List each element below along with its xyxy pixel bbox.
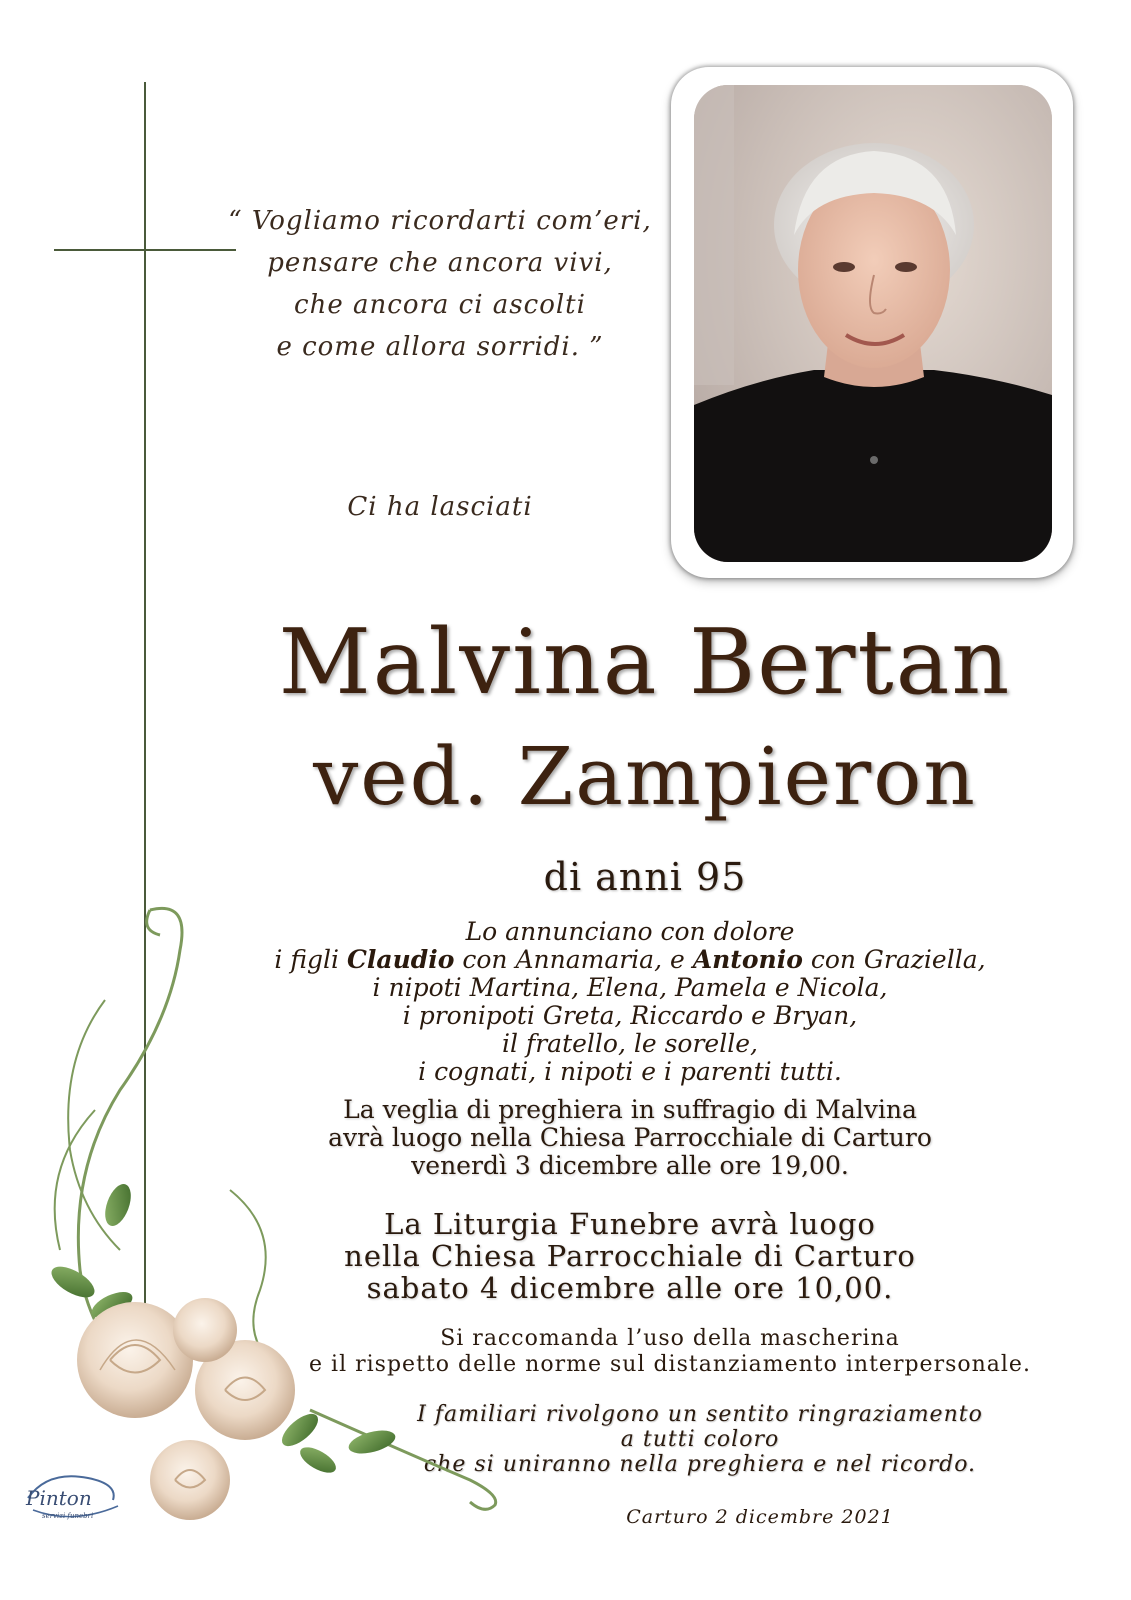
- vigil-line: La veglia di preghiera in suffragio di Malvina: [343, 1095, 917, 1124]
- funeral-line: La Liturgia Funebre avrà luogo: [384, 1207, 876, 1241]
- funeral-home-logo: [18, 1470, 128, 1530]
- quote-line: che ancora ci ascolti: [294, 290, 586, 320]
- vigil-line: avrà luogo nella Chiesa Parrocchiale di Carturo: [328, 1123, 932, 1152]
- funeral-line: nella Chiesa Parrocchiale di Carturo: [344, 1239, 916, 1273]
- announcement-text: con Annamaria, e: [454, 945, 693, 974]
- age-text: di anni 95: [543, 855, 747, 899]
- intro-text: Ci ha lasciati: [347, 492, 533, 522]
- announcement-line: il fratello, le sorelle,: [502, 1029, 758, 1058]
- memorial-quote: [200, 200, 680, 368]
- logo-subtext: servizi funebri: [42, 1512, 94, 1520]
- date-line: Carturo 2 dicembre 2021: [626, 1506, 894, 1528]
- announcement-line: i pronipoti Greta, Riccardo e Bryan,: [402, 1001, 858, 1030]
- quote-line: pensare che ancora vivi,: [267, 248, 613, 278]
- thanks-line: I familiari rivolgono un sentito ringraziamento: [417, 1402, 983, 1427]
- announcement-text: con Graziella,: [802, 945, 986, 974]
- logo-text: Pinton: [26, 1486, 92, 1510]
- quote-line: e come allora sorridi. ”: [276, 332, 604, 362]
- child-name: Antonio: [692, 945, 803, 974]
- announcement-line: i cognati, i nipoti e i parenti tutti.: [418, 1057, 842, 1086]
- deceased-name: Malvina Bertan: [278, 610, 1012, 715]
- thanks-line: a tutti coloro: [620, 1427, 780, 1452]
- funeral-line: sabato 4 dicembre alle ore 10,00.: [366, 1271, 894, 1305]
- mask-line: Si raccomanda l’uso della mascherina: [440, 1326, 900, 1351]
- vigil-line: venerdì 3 dicembre alle ore 19,00.: [411, 1151, 849, 1180]
- portrait-photo: [694, 85, 1052, 562]
- rose-bouquet-icon: [0, 890, 520, 1530]
- announcement-line: i nipoti Martina, Elena, Pamela e Nicola,: [372, 973, 888, 1002]
- quote-line: “ Vogliamo ricordarti com’eri,: [228, 206, 652, 236]
- thanks-line: che si uniranno nella preghiera e nel ricordo.: [423, 1452, 977, 1477]
- mask-line: e il rispetto delle norme sul distanziamento interpersonale.: [309, 1352, 1031, 1377]
- announcement-text: i figli: [274, 945, 347, 974]
- announcement-line: Lo annunciano con dolore: [465, 917, 795, 946]
- deceased-name-widow: ved. Zampieron: [313, 730, 977, 823]
- portrait-illustration: [694, 85, 1052, 562]
- child-name: Claudio: [346, 945, 455, 974]
